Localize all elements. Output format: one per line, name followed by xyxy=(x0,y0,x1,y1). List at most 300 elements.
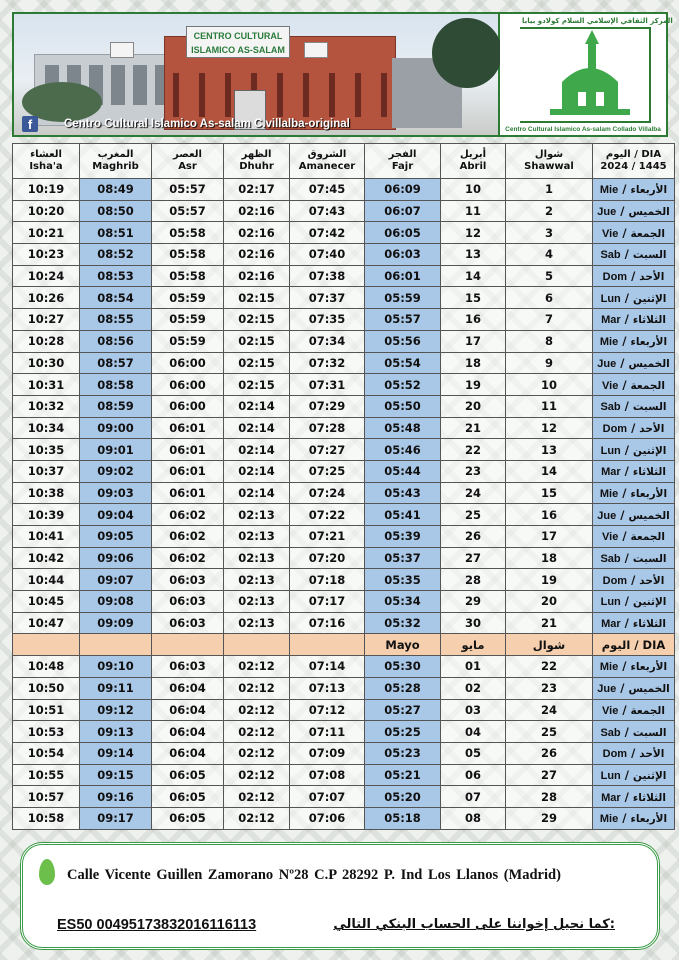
weekday-ar: الإثنين xyxy=(633,444,667,457)
address-text: Calle Vicente Guillen Zamorano Nº28 C.P 28292 P. Ind Los Llanos (Madrid) xyxy=(67,867,561,883)
isha-time: 10:34 xyxy=(13,417,80,439)
isha-time: 10:50 xyxy=(13,677,80,699)
maghrib-time: 09:12 xyxy=(80,699,152,721)
weekday-ar: الأحد xyxy=(639,271,665,284)
gregorian-day: 02 xyxy=(441,677,506,699)
weekday: Vie / الجمعة xyxy=(593,374,675,396)
isha-time: 10:48 xyxy=(13,656,80,678)
hijri-day: 2 xyxy=(506,200,593,222)
dhuhr-time: 02:12 xyxy=(224,764,290,786)
maghrib-time: 08:49 xyxy=(80,179,152,201)
sunrise-time: 07:11 xyxy=(290,721,365,743)
sunrise-time: 07:28 xyxy=(290,417,365,439)
table-row xyxy=(13,612,675,634)
col-header-dhuhr: الظهر Dhuhr xyxy=(224,144,290,179)
hijri-day: 6 xyxy=(506,287,593,309)
dhuhr-time: 02:16 xyxy=(224,222,290,244)
asr-time: 06:01 xyxy=(152,482,224,504)
asr-time: 06:03 xyxy=(152,656,224,678)
table-row xyxy=(13,309,675,331)
maghrib-time: 09:17 xyxy=(80,807,152,829)
asr-time: 05:58 xyxy=(152,265,224,287)
table-row xyxy=(13,244,675,266)
col-header-sunrise: الشروق Amanecer xyxy=(290,144,365,179)
weekday-es: Sab xyxy=(600,726,621,739)
col-header-day: اليوم / DIA 2024 / 1445 xyxy=(593,144,675,179)
gregorian-day: 10 xyxy=(441,179,506,201)
gregorian-day: 24 xyxy=(441,482,506,504)
april-rows xyxy=(13,179,675,634)
asr-time: 06:05 xyxy=(152,786,224,808)
fajr-time: 05:32 xyxy=(365,612,441,634)
weekday-es: Lun xyxy=(600,444,621,457)
weekday: Sab / السبت xyxy=(593,721,675,743)
maghrib-time: 09:00 xyxy=(80,417,152,439)
fajr-time: 05:34 xyxy=(365,591,441,613)
sunrise-time: 07:07 xyxy=(290,786,365,808)
dhuhr-time: 02:12 xyxy=(224,786,290,808)
gregorian-day: 14 xyxy=(441,265,506,287)
isha-time: 10:53 xyxy=(13,721,80,743)
weekday-es: Lun xyxy=(600,769,621,782)
sunrise-time: 07:38 xyxy=(290,265,365,287)
weekday-ar: الأحد xyxy=(639,574,665,587)
asr-time: 05:57 xyxy=(152,179,224,201)
maghrib-time: 09:02 xyxy=(80,460,152,482)
hijri-day: 14 xyxy=(506,460,593,482)
sunrise-time: 07:45 xyxy=(290,179,365,201)
table-row xyxy=(13,591,675,613)
gregorian-day: 18 xyxy=(441,352,506,374)
weekday-es: Mar xyxy=(601,466,621,479)
maghrib-time: 09:13 xyxy=(80,721,152,743)
isha-time: 10:30 xyxy=(13,352,80,374)
sunrise-time: 07:40 xyxy=(290,244,365,266)
weekday-ar: الجمعة xyxy=(630,379,665,392)
dhuhr-time: 02:15 xyxy=(224,330,290,352)
maghrib-time: 09:04 xyxy=(80,504,152,526)
dhuhr-time: 02:13 xyxy=(224,526,290,548)
mosque-building-photo xyxy=(14,14,498,135)
maghrib-time: 08:56 xyxy=(80,330,152,352)
gregorian-day: 29 xyxy=(441,591,506,613)
hijri-day: 12 xyxy=(506,417,593,439)
weekday: Sab / السبت xyxy=(593,244,675,266)
table-row xyxy=(13,547,675,569)
dhuhr-time: 02:12 xyxy=(224,699,290,721)
weekday-es: Jue xyxy=(597,206,617,219)
weekday: Vie / الجمعة xyxy=(593,222,675,244)
weekday-es: Mar xyxy=(601,791,621,804)
weekday: Jue / الخميس xyxy=(593,504,675,526)
table-row xyxy=(13,460,675,482)
asr-time: 06:00 xyxy=(152,352,224,374)
sunrise-time: 07:31 xyxy=(290,374,365,396)
maghrib-time: 09:07 xyxy=(80,569,152,591)
col-header-fajr: الفجر Fajr xyxy=(365,144,441,179)
logo-arabic-text: المركز الثقافي الإسلامي السلام كولادو بيابا xyxy=(522,17,673,25)
dhuhr-time: 02:12 xyxy=(224,677,290,699)
table-row xyxy=(13,656,675,678)
sunrise-time: 07:17 xyxy=(290,591,365,613)
hijri-day: 11 xyxy=(506,395,593,417)
fajr-time: 05:18 xyxy=(365,807,441,829)
hijri-day: 29 xyxy=(506,807,593,829)
weekday-es: Mar xyxy=(601,618,621,631)
asr-time: 05:59 xyxy=(152,330,224,352)
col-header-gregorian: أبريل Abril xyxy=(441,144,506,179)
dhuhr-time: 02:14 xyxy=(224,417,290,439)
isha-time: 10:20 xyxy=(13,200,80,222)
asr-time: 06:03 xyxy=(152,591,224,613)
hijri-day: 19 xyxy=(506,569,593,591)
table-row xyxy=(13,526,675,548)
fajr-time: 06:09 xyxy=(365,179,441,201)
fajr-time: 05:23 xyxy=(365,742,441,764)
fajr-time: 05:57 xyxy=(365,309,441,331)
hijri-day: 16 xyxy=(506,504,593,526)
dhuhr-time: 02:13 xyxy=(224,547,290,569)
sunrise-time: 07:21 xyxy=(290,526,365,548)
asr-time: 05:58 xyxy=(152,244,224,266)
weekday-es: Vie xyxy=(602,704,619,717)
weekday-ar: السبت xyxy=(632,726,667,739)
fajr-time: 05:28 xyxy=(365,677,441,699)
gregorian-day: 15 xyxy=(441,287,506,309)
dhuhr-time: 02:16 xyxy=(224,200,290,222)
sunrise-time: 07:06 xyxy=(290,807,365,829)
weekday-es: Mie xyxy=(599,336,619,349)
maghrib-time: 09:03 xyxy=(80,482,152,504)
maghrib-time: 08:52 xyxy=(80,244,152,266)
fajr-time: 05:21 xyxy=(365,764,441,786)
dhuhr-time: 02:12 xyxy=(224,807,290,829)
hijri-day: 23 xyxy=(506,677,593,699)
dhuhr-time: 02:14 xyxy=(224,482,290,504)
facebook-icon[interactable]: f xyxy=(22,116,38,132)
isha-time: 10:19 xyxy=(13,179,80,201)
gregorian-day: 03 xyxy=(441,699,506,721)
isha-time: 10:45 xyxy=(13,591,80,613)
fajr-time: 05:44 xyxy=(365,460,441,482)
weekday-es: Mar xyxy=(601,314,621,327)
weekday-ar: الأربعاء xyxy=(630,336,668,349)
bank-transfer-text: كما نحيل إخواننا على الحساب البنكي التالي: xyxy=(333,917,615,932)
weekday: Lun / الإثنين xyxy=(593,287,675,309)
isha-time: 10:23 xyxy=(13,244,80,266)
table-row xyxy=(13,504,675,526)
table-row xyxy=(13,569,675,591)
maghrib-time: 09:14 xyxy=(80,742,152,764)
table-row xyxy=(13,179,675,201)
gregorian-day: 17 xyxy=(441,330,506,352)
sunrise-time: 07:42 xyxy=(290,222,365,244)
asr-time: 05:57 xyxy=(152,200,224,222)
isha-time: 10:51 xyxy=(13,699,80,721)
gregorian-day: 16 xyxy=(441,309,506,331)
isha-time: 10:47 xyxy=(13,612,80,634)
isha-time: 10:42 xyxy=(13,547,80,569)
dhuhr-time: 02:15 xyxy=(224,309,290,331)
table-row xyxy=(13,352,675,374)
weekday-ar: السبت xyxy=(632,249,667,262)
fajr-time: 05:41 xyxy=(365,504,441,526)
maghrib-time: 09:11 xyxy=(80,677,152,699)
sunrise-time: 07:08 xyxy=(290,764,365,786)
gregorian-day: 07 xyxy=(441,786,506,808)
hijri-day: 4 xyxy=(506,244,593,266)
weekday-ar: الإثنين xyxy=(633,292,667,305)
maghrib-time: 08:55 xyxy=(80,309,152,331)
asr-time: 06:01 xyxy=(152,417,224,439)
separator-day-header: اليوم / DIA xyxy=(593,634,675,656)
separator-hijri-ar: شوال xyxy=(506,634,593,656)
dhuhr-time: 02:14 xyxy=(224,460,290,482)
gregorian-day: 08 xyxy=(441,807,506,829)
weekday: Jue / الخميس xyxy=(593,677,675,699)
fajr-time: 05:35 xyxy=(365,569,441,591)
isha-time: 10:28 xyxy=(13,330,80,352)
header-banner xyxy=(12,12,673,137)
gregorian-day: 05 xyxy=(441,742,506,764)
center-logo xyxy=(500,14,673,135)
gregorian-day: 28 xyxy=(441,569,506,591)
sunrise-time: 07:14 xyxy=(290,656,365,678)
fajr-time: 05:37 xyxy=(365,547,441,569)
asr-time: 06:02 xyxy=(152,547,224,569)
weekday-ar: الثلاثاء xyxy=(632,618,666,631)
weekday-es: Dom xyxy=(602,271,628,284)
table-row xyxy=(13,742,675,764)
dhuhr-time: 02:13 xyxy=(224,569,290,591)
weekday: Lun / الإثنين xyxy=(593,764,675,786)
hijri-day: 8 xyxy=(506,330,593,352)
weekday-es: Vie xyxy=(602,531,619,544)
weekday-ar: الخميس xyxy=(628,509,670,522)
asr-time: 05:58 xyxy=(152,222,224,244)
separator-month-ar: مايو xyxy=(441,634,506,656)
gregorian-day: 22 xyxy=(441,439,506,461)
fajr-time: 05:59 xyxy=(365,287,441,309)
maghrib-time: 08:57 xyxy=(80,352,152,374)
sunrise-time: 07:34 xyxy=(290,330,365,352)
hijri-day: 17 xyxy=(506,526,593,548)
sunrise-time: 07:29 xyxy=(290,395,365,417)
isha-time: 10:58 xyxy=(13,807,80,829)
weekday-ar: السبت xyxy=(632,401,667,414)
maghrib-time: 09:15 xyxy=(80,764,152,786)
weekday-es: Mie xyxy=(599,184,619,197)
weekday-es: Dom xyxy=(602,422,628,435)
fajr-time: 06:01 xyxy=(365,265,441,287)
dhuhr-time: 02:13 xyxy=(224,612,290,634)
table-row xyxy=(13,287,675,309)
dhuhr-time: 02:13 xyxy=(224,504,290,526)
gregorian-day: 06 xyxy=(441,764,506,786)
isha-time: 10:21 xyxy=(13,222,80,244)
weekday-es: Mie xyxy=(599,813,619,826)
maghrib-time: 08:51 xyxy=(80,222,152,244)
dhuhr-time: 02:12 xyxy=(224,656,290,678)
weekday: Dom / الأحد xyxy=(593,742,675,764)
gregorian-day: 19 xyxy=(441,374,506,396)
col-header-hijri: شوال Shawwal xyxy=(506,144,593,179)
weekday-es: Sab xyxy=(600,553,621,566)
table-row xyxy=(13,439,675,461)
gregorian-day: 01 xyxy=(441,656,506,678)
dhuhr-time: 02:12 xyxy=(224,721,290,743)
sunrise-time: 07:12 xyxy=(290,699,365,721)
fajr-time: 05:54 xyxy=(365,352,441,374)
weekday: Sab / السبت xyxy=(593,395,675,417)
weekday-ar: الإثنين xyxy=(633,769,667,782)
weekday-ar: الثلاثاء xyxy=(632,314,666,327)
weekday: Mie / الأربعاء xyxy=(593,656,675,678)
table-row xyxy=(13,482,675,504)
asr-time: 06:00 xyxy=(152,395,224,417)
fajr-time: 05:30 xyxy=(365,656,441,678)
fajr-time: 05:25 xyxy=(365,721,441,743)
fajr-time: 06:07 xyxy=(365,200,441,222)
hijri-day: 18 xyxy=(506,547,593,569)
weekday-ar: الخميس xyxy=(628,357,670,370)
weekday: Mar / الثلاثاء xyxy=(593,612,675,634)
weekday-es: Sab xyxy=(600,401,621,414)
asr-time: 06:04 xyxy=(152,721,224,743)
weekday: Mie / الأربعاء xyxy=(593,807,675,829)
isha-time: 10:32 xyxy=(13,395,80,417)
footer-box xyxy=(20,842,660,950)
hijri-day: 7 xyxy=(506,309,593,331)
dhuhr-time: 02:16 xyxy=(224,265,290,287)
weekday-ar: الخميس xyxy=(628,206,670,219)
weekday-ar: الجمعة xyxy=(630,531,665,544)
dhuhr-time: 02:12 xyxy=(224,742,290,764)
weekday: Sab / السبت xyxy=(593,547,675,569)
building-sign: CENTRO CULTURAL ISLAMICO AS-SALAM xyxy=(186,26,290,58)
weekday: Jue / الخميس xyxy=(593,352,675,374)
table-row xyxy=(13,699,675,721)
maghrib-time: 08:58 xyxy=(80,374,152,396)
fajr-time: 05:20 xyxy=(365,786,441,808)
sunrise-time: 07:13 xyxy=(290,677,365,699)
sunrise-time: 07:27 xyxy=(290,439,365,461)
table-row xyxy=(13,222,675,244)
isha-time: 10:35 xyxy=(13,439,80,461)
gregorian-day: 13 xyxy=(441,244,506,266)
isha-time: 10:41 xyxy=(13,526,80,548)
dhuhr-time: 02:14 xyxy=(224,395,290,417)
table-row xyxy=(13,417,675,439)
fajr-time: 05:56 xyxy=(365,330,441,352)
hijri-day: 27 xyxy=(506,764,593,786)
weekday-es: Mie xyxy=(599,487,619,500)
weekday-ar: الأربعاء xyxy=(630,184,668,197)
month-separator-row xyxy=(13,634,675,656)
weekday: Mar / الثلاثاء xyxy=(593,460,675,482)
hijri-day: 26 xyxy=(506,742,593,764)
asr-time: 06:04 xyxy=(152,742,224,764)
asr-time: 06:01 xyxy=(152,460,224,482)
weekday-ar: السبت xyxy=(632,553,667,566)
maghrib-time: 09:09 xyxy=(80,612,152,634)
weekday-es: Mie xyxy=(599,661,619,674)
hijri-day: 25 xyxy=(506,721,593,743)
isha-time: 10:37 xyxy=(13,460,80,482)
isha-time: 10:26 xyxy=(13,287,80,309)
weekday-ar: الأحد xyxy=(639,422,665,435)
sunrise-time: 07:35 xyxy=(290,309,365,331)
asr-time: 06:02 xyxy=(152,526,224,548)
hijri-day: 3 xyxy=(506,222,593,244)
dhuhr-time: 02:14 xyxy=(224,439,290,461)
logo-caption: Centro Cultural Islamico As-salam Collado Villalba xyxy=(505,126,661,133)
isha-time: 10:31 xyxy=(13,374,80,396)
weekday-ar: الجمعة xyxy=(630,227,665,240)
weekday: Jue / الخميس xyxy=(593,200,675,222)
hijri-day: 13 xyxy=(506,439,593,461)
sunrise-time: 07:22 xyxy=(290,504,365,526)
hijri-day: 20 xyxy=(506,591,593,613)
isha-time: 10:38 xyxy=(13,482,80,504)
weekday-es: Vie xyxy=(602,379,619,392)
table-row xyxy=(13,330,675,352)
weekday-es: Dom xyxy=(602,748,628,761)
separator-month-es: Mayo xyxy=(365,634,441,656)
isha-time: 10:54 xyxy=(13,742,80,764)
hijri-day: 22 xyxy=(506,656,593,678)
weekday: Mar / الثلاثاء xyxy=(593,786,675,808)
fajr-time: 06:03 xyxy=(365,244,441,266)
bank-iban: ES50 00495173832016116113 xyxy=(57,917,257,933)
sunrise-time: 07:25 xyxy=(290,460,365,482)
weekday: Dom / الأحد xyxy=(593,417,675,439)
dhuhr-time: 02:15 xyxy=(224,352,290,374)
maghrib-time: 09:08 xyxy=(80,591,152,613)
isha-time: 10:27 xyxy=(13,309,80,331)
weekday: Vie / الجمعة xyxy=(593,699,675,721)
gregorian-day: 12 xyxy=(441,222,506,244)
maghrib-time: 09:06 xyxy=(80,547,152,569)
gregorian-day: 30 xyxy=(441,612,506,634)
weekday-es: Jue xyxy=(597,509,617,522)
maghrib-time: 08:59 xyxy=(80,395,152,417)
table-row xyxy=(13,786,675,808)
hijri-day: 5 xyxy=(506,265,593,287)
weekday: Dom / الأحد xyxy=(593,569,675,591)
table-row xyxy=(13,764,675,786)
col-header-maghrib: المغرب Maghrib xyxy=(80,144,152,179)
fajr-time: 05:50 xyxy=(365,395,441,417)
gregorian-day: 23 xyxy=(441,460,506,482)
isha-time: 10:24 xyxy=(13,265,80,287)
dhuhr-time: 02:13 xyxy=(224,591,290,613)
fajr-time: 05:27 xyxy=(365,699,441,721)
gregorian-day: 26 xyxy=(441,526,506,548)
fajr-time: 05:43 xyxy=(365,482,441,504)
may-separator xyxy=(13,634,675,656)
maghrib-time: 09:05 xyxy=(80,526,152,548)
sunrise-time: 07:43 xyxy=(290,200,365,222)
facebook-page-name[interactable]: Centro Cultural Islamico As-salam C.villalba-original xyxy=(64,118,350,130)
hijri-day: 21 xyxy=(506,612,593,634)
fajr-time: 05:48 xyxy=(365,417,441,439)
sunrise-time: 07:20 xyxy=(290,547,365,569)
asr-time: 06:02 xyxy=(152,504,224,526)
weekday-ar: الثلاثاء xyxy=(632,791,666,804)
prayer-times-table xyxy=(12,143,675,830)
weekday-ar: الإثنين xyxy=(633,596,667,609)
